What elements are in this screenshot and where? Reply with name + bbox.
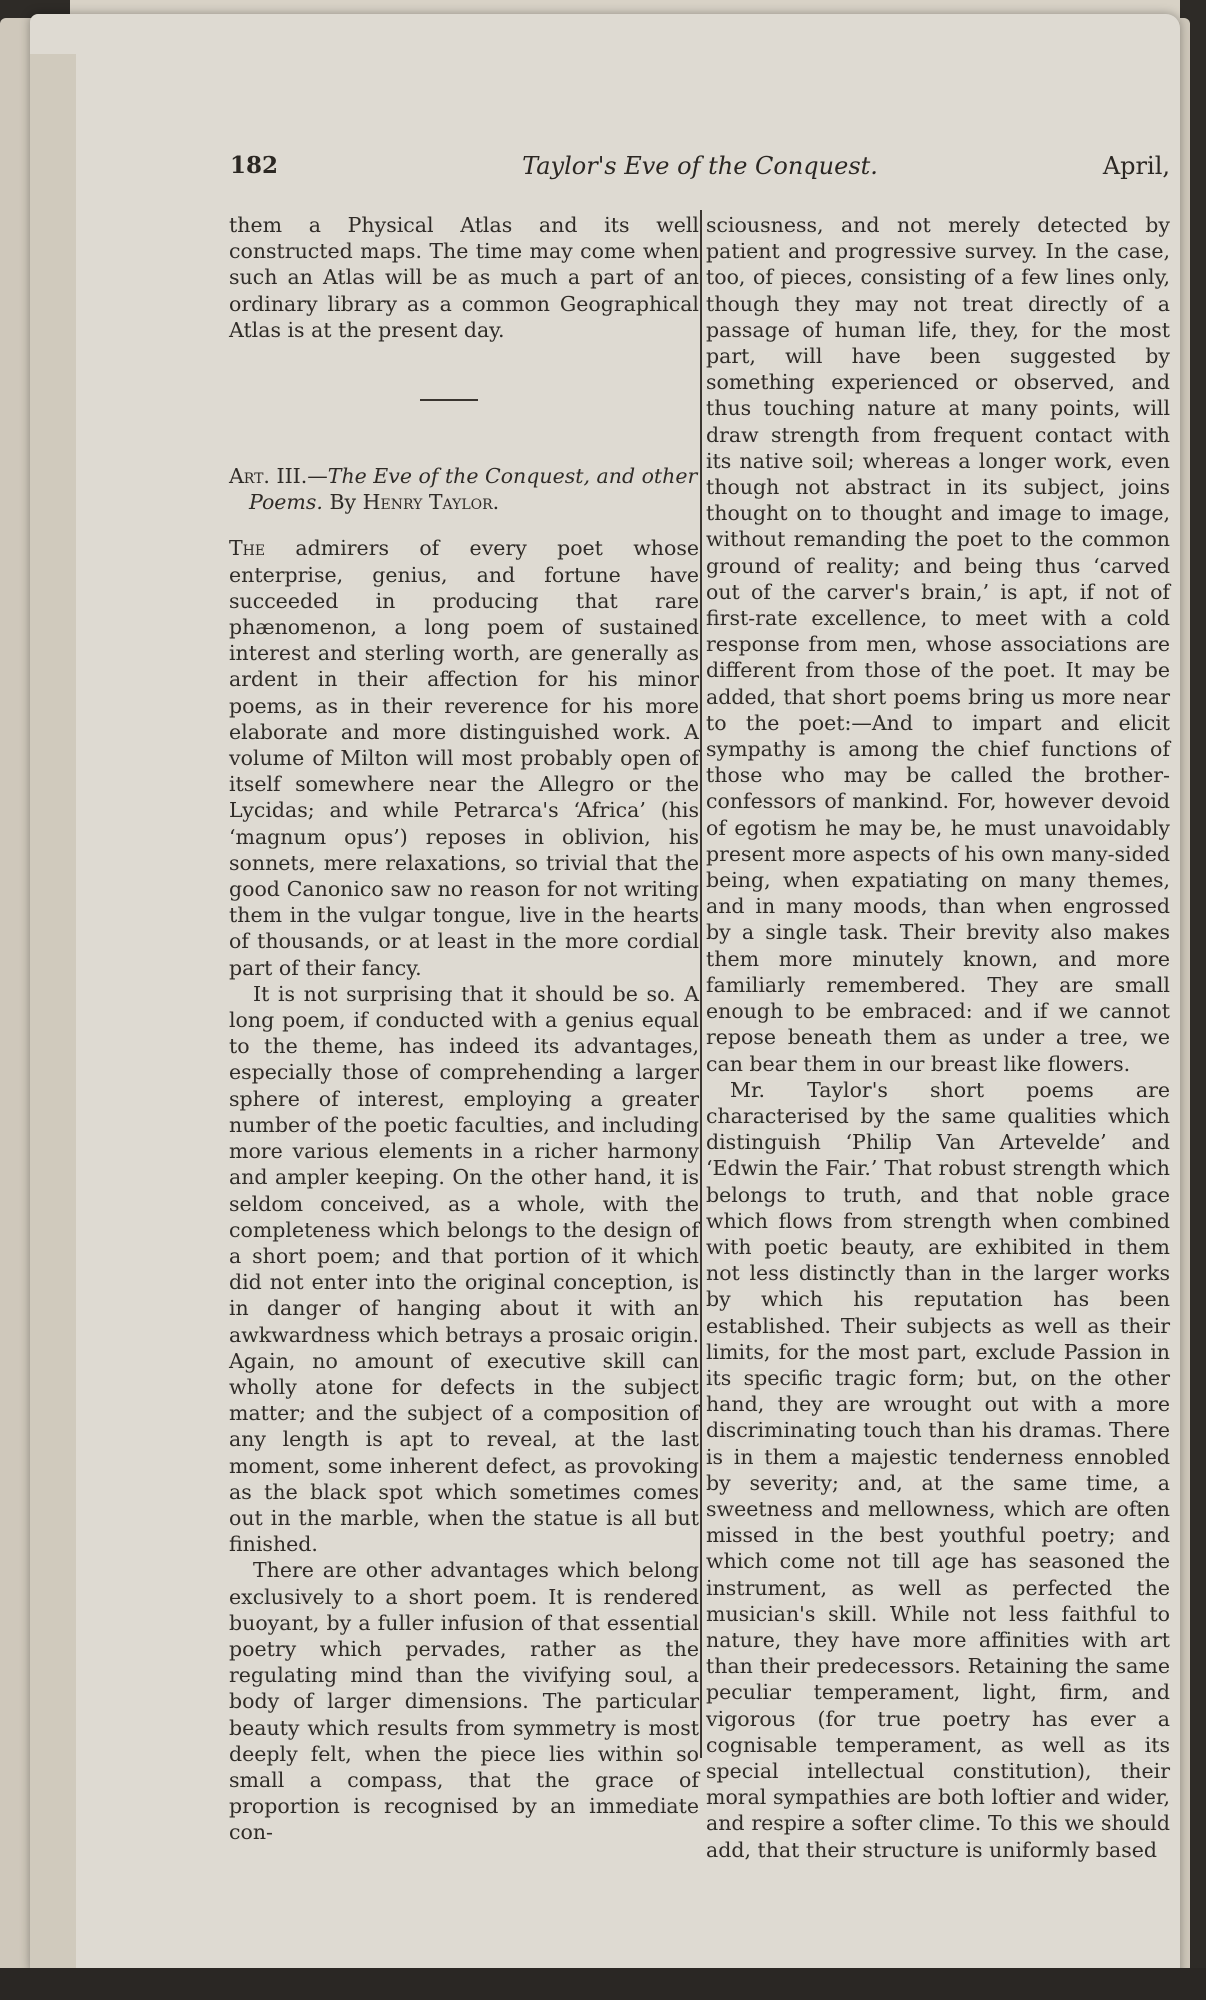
article-label: Art. III.— bbox=[229, 464, 328, 489]
running-title: Taylor's Eve of the Conquest. bbox=[522, 152, 878, 180]
running-head bbox=[230, 152, 1170, 192]
page-left-edge bbox=[30, 54, 76, 1994]
left-paragraph-3: There are other advantages which belong exclusively to a short poem. It is rendered buoyant, by a fuller infusion of that essential poetry which pervades, rather as the regulating mind than the vivifying soul, a body of larger dimensions. The particular beauty which results from symmetry is most deeply felt, when the piece lies within so small a compass, that the grace of proportion is recognised by an immediate con- bbox=[229, 1558, 699, 1845]
left-paragraph-1-text: admirers of every poet whose enterprise, genius, and fortune have succeeded in producing that rare phænomenon, a long poem of sustained interest and sterling worth, are generally as ardent in their affection for his minor poems, as in their reverence for his more elaborate and more distinguished work. A volume of Milton will most probably open of itself somewhere near the Allegro or the Lycidas; and while Petrarca's ‘Africa’ (his ‘magnum opus’) reposes in oblivion, his sonnets, mere relaxations, so trivial that the good Canonico saw no reason for not writing them in the vulgar tongue, live in the hearts of thousands, or at least in the more cordial part of their fancy. bbox=[229, 536, 699, 980]
article-heading bbox=[229, 463, 699, 515]
article-author: Henry Taylor. bbox=[362, 490, 500, 515]
bottom-background bbox=[0, 1968, 1206, 2000]
article-title: The Eve of the Conquest, and other Poems. bbox=[249, 464, 698, 515]
section-separator bbox=[420, 399, 478, 401]
page-number: 182 bbox=[230, 152, 279, 179]
intro-paragraph: them a Physical Atlas and its well constructed maps. The time may come when such an Atlas will be as much a part of an ordinary library as a common Geographical Atlas is at the present day. bbox=[229, 213, 699, 342]
column-rule bbox=[700, 210, 702, 1758]
left-paragraph-1 bbox=[229, 535, 699, 980]
right-paragraph-1: sciousness, and not merely detected by patient and progressive survey. In the case, too, of pieces, consisting of a few lines only, though they may not treat directly of a passage of human life, they, for the most part, will have been suggested by something experienced or observed, and thus touching nature at many points, will draw strength from frequent contact with its native soil; whereas a longer work, even though not abstract in its subject, joins thought on to thought and image to image, without remanding the poet to the common ground of reality; and being thus ‘carved out of the carver's brain,’ is apt, if not of first-rate excellence, to meet with a cold response from men, whose associations are different from those of the poet. It may be added, that short poems bring us more near to the poet:—And to impart and elicit sympathy is among the chief functions of those who may be called the brother-confessors of mankind. For, however devoid of egotism he may be, he must unavoidably present more aspects of his own many-sided being, when expatiating on many themes, and in many moods, than when engrossed by a single task. Their brevity also makes them more minutely known, and more familiarly remembered. They are small enough to be embraced: and if we cannot repose beneath them as under a tree, we can bear them in our breast like flowers. bbox=[706, 213, 1170, 1076]
left-column bbox=[229, 212, 699, 1846]
right-paragraph-2: Mr. Taylor's short poems are characterised by the same qualities which distinguish ‘Philip Van Artevelde’ and ‘Edwin the Fair.’ That robust strength which belongs to truth, and that noble grace which flows from strength when combined with poetic beauty, are exhibited in them not less distinctly than in the larger works by which his reputation has been established. Their subjects as well as their limits, for the most part, exclude Passion in its specific tragic form; but, on the other hand, they are wrought out with a more discriminating touch than his dramas. There is in them a majestic tenderness ennobled by severity; and, at the same time, a sweetness and mellowness, which are often missed in the best youthful poetry; and which come not till age has seasoned the instrument, as well as perfected the musician's skill. While not less faithful to nature, they have more affinities with art than their predecessors. Retaining the same peculiar temperament, light, firm, and vigorous (for true poetry has ever a cognisable temperament, as well as its special intellectual constitution), their moral sympathies are both loftier and wider, and respire a softer clime. To this we should add, that their structure is uniformly based bbox=[706, 1077, 1170, 1862]
article-byline-prefix: By bbox=[329, 490, 357, 515]
paragraph-lead-word: The bbox=[229, 536, 266, 561]
running-month: April, bbox=[1102, 152, 1170, 180]
left-paragraph-2: It is not surprising that it should be so. A long poem, if conducted with a genius equal to the theme, has indeed its advantages, especially those of comprehending a larger sphere of interest, employing a greater number of the poetic faculties, and including more various elements in a richer harmony and ampler keeping. On the other hand, it is seldom conceived, as a whole, with the completeness which belongs to the design of a short poem; and that portion of it which did not enter into the original conception, is in danger of hanging about it with an awkwardness which betrays a prosaic origin. Again, no amount of executive skill can wholly atone for defects in the subject matter; and the subject of a composition of any length is apt to reveal, at the last moment, some inherent defect, as provoking as the black spot which sometimes comes out in the marble, when the statue is all but finished. bbox=[229, 981, 699, 1557]
right-column bbox=[706, 212, 1170, 1863]
